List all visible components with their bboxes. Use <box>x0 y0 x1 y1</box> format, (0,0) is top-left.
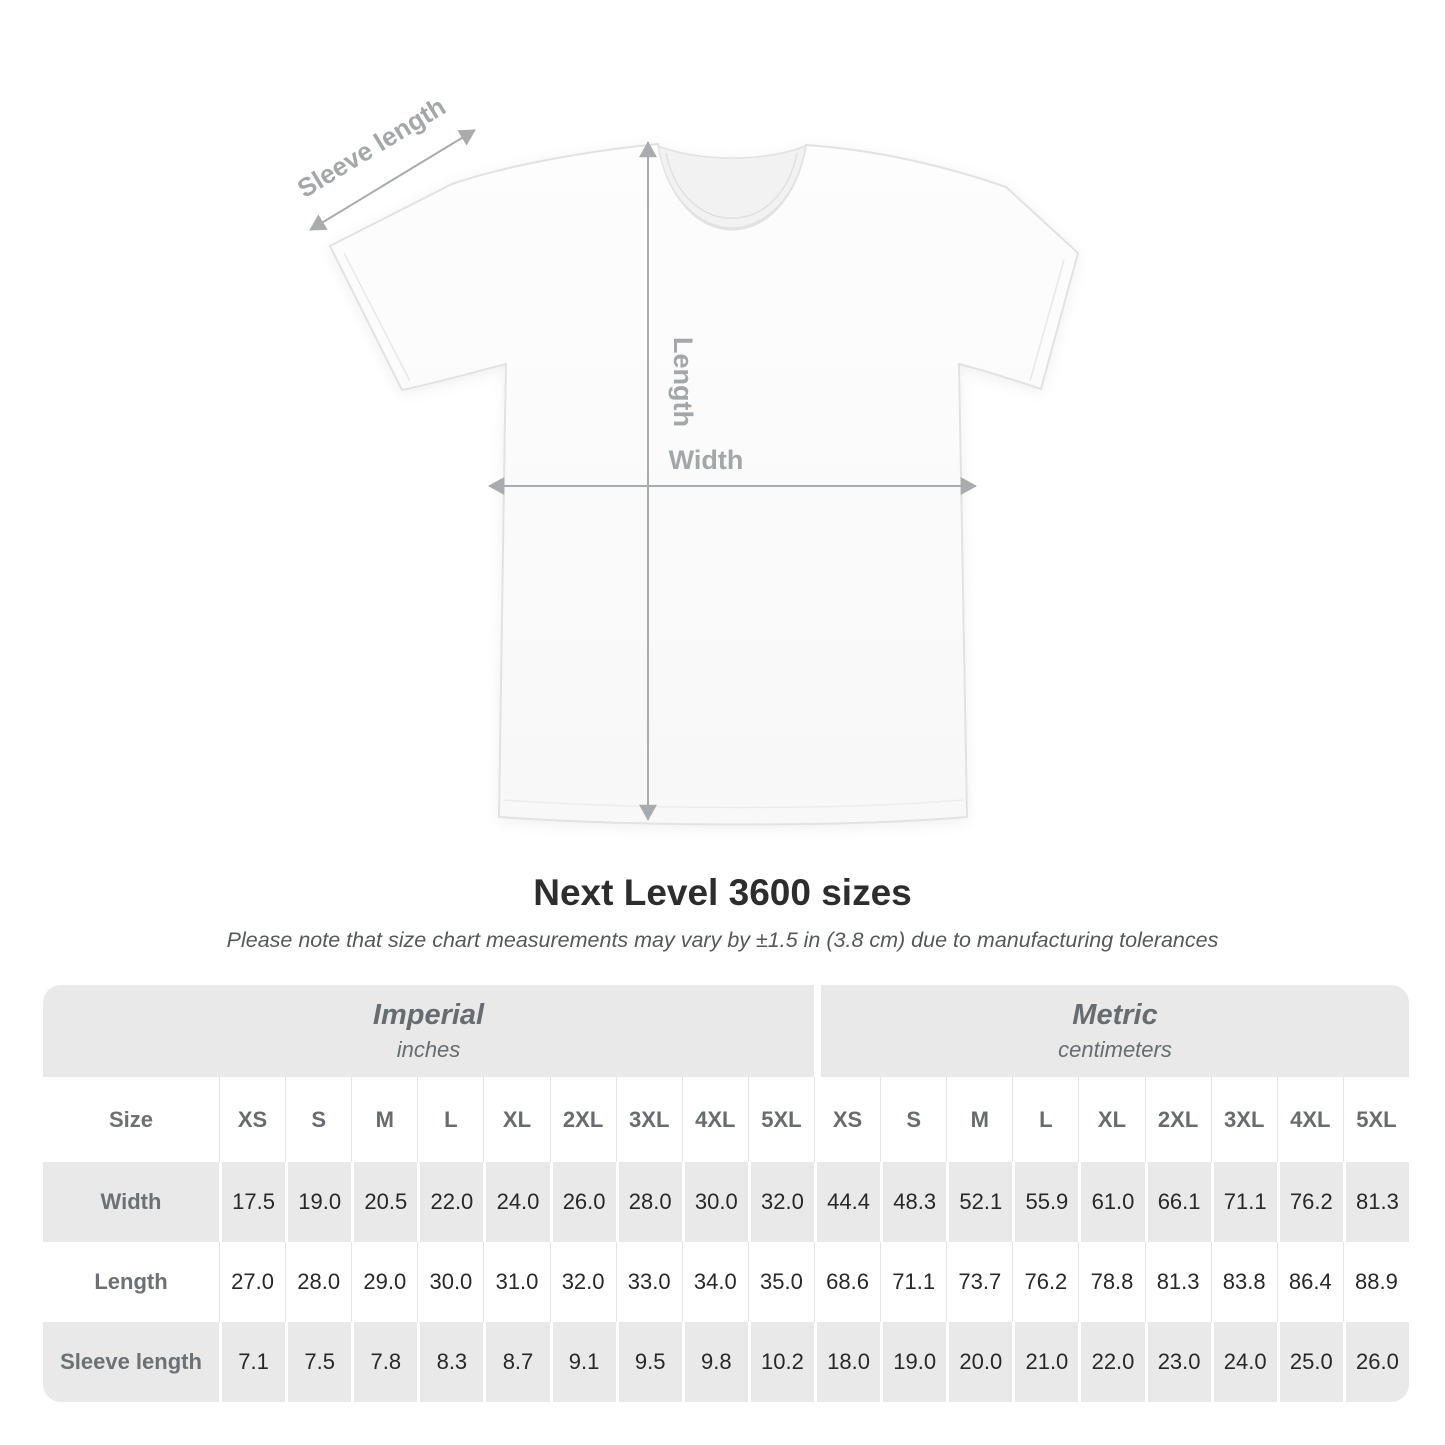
sleeve-length-metric-xl: 22.0 <box>1078 1322 1144 1402</box>
length-metric-m: 73.7 <box>946 1242 1012 1322</box>
size-header-imperial-s: S <box>285 1077 351 1162</box>
size-header-imperial-5xl: 5XL <box>748 1077 814 1162</box>
length-imperial-xl: 31.0 <box>483 1242 549 1322</box>
length-arrow-label: Length <box>668 337 698 427</box>
size-header-imperial-l: L <box>417 1077 483 1162</box>
sleeve-length-imperial-2xl: 9.1 <box>550 1322 616 1402</box>
metric-unit: centimeters <box>1058 1037 1172 1062</box>
size-header-imperial-3xl: 3XL <box>616 1077 682 1162</box>
size-header-imperial-4xl: 4XL <box>682 1077 748 1162</box>
width-imperial-5xl: 32.0 <box>748 1162 814 1242</box>
length-imperial-s: 28.0 <box>285 1242 351 1322</box>
sleeve-length-imperial-4xl: 9.8 <box>682 1322 748 1402</box>
length-row <box>43 1242 1409 1322</box>
sleeve-length-metric-3xl: 24.0 <box>1211 1322 1277 1402</box>
sleeve-length-metric-5xl: 26.0 <box>1343 1322 1409 1402</box>
sleeve-length-metric-m: 20.0 <box>946 1322 1012 1402</box>
sleeve-length-metric-s: 19.0 <box>880 1322 946 1402</box>
width-row-label: Width <box>100 1189 162 1214</box>
sleeve-length-row-label: Sleeve length <box>60 1349 202 1374</box>
imperial-label: Imperial <box>372 999 485 1031</box>
sleeve-length-imperial-s: 7.5 <box>285 1322 351 1402</box>
size-header-metric-s: S <box>880 1077 946 1162</box>
width-imperial-l: 22.0 <box>417 1162 483 1242</box>
length-metric-l: 76.2 <box>1012 1242 1078 1322</box>
width-arrow-label: Width <box>668 445 744 475</box>
length-metric-s: 71.1 <box>880 1242 946 1322</box>
size-header-metric-2xl: 2XL <box>1145 1077 1211 1162</box>
size-header-metric-l: L <box>1012 1077 1078 1162</box>
width-metric-5xl: 81.3 <box>1343 1162 1409 1242</box>
size-header-metric-4xl: 4XL <box>1277 1077 1343 1162</box>
width-metric-2xl: 66.1 <box>1145 1162 1211 1242</box>
width-metric-m: 52.1 <box>946 1162 1012 1242</box>
length-row-label: Length <box>94 1269 168 1294</box>
length-metric-xs: 68.6 <box>814 1242 880 1322</box>
size-header-metric-5xl: 5XL <box>1343 1077 1409 1162</box>
size-header-imperial-xl: XL <box>483 1077 549 1162</box>
sleeve-length-metric-xs: 18.0 <box>814 1322 880 1402</box>
sleeve-length-imperial-m: 7.8 <box>351 1322 417 1402</box>
sleeve-length-imperial-5xl: 10.2 <box>748 1322 814 1402</box>
width-imperial-4xl: 30.0 <box>682 1162 748 1242</box>
sleeve-length-metric-2xl: 23.0 <box>1145 1322 1211 1402</box>
width-imperial-3xl: 28.0 <box>616 1162 682 1242</box>
length-imperial-2xl: 32.0 <box>550 1242 616 1322</box>
page-title: Next Level 3600 sizes <box>533 872 912 913</box>
size-header-metric-xs: XS <box>814 1077 880 1162</box>
sleeve-length-metric-l: 21.0 <box>1012 1322 1078 1402</box>
length-metric-2xl: 81.3 <box>1145 1242 1211 1322</box>
length-imperial-4xl: 34.0 <box>682 1242 748 1322</box>
width-row <box>43 1162 1409 1242</box>
measurement-rows <box>43 1162 1409 1402</box>
width-metric-xl: 61.0 <box>1078 1162 1144 1242</box>
size-header-metric-m: M <box>946 1077 1012 1162</box>
width-metric-xs: 44.4 <box>814 1162 880 1242</box>
width-imperial-s: 19.0 <box>285 1162 351 1242</box>
size-column-header: Size <box>108 1106 154 1132</box>
width-metric-3xl: 71.1 <box>1211 1162 1277 1242</box>
length-metric-xl: 78.8 <box>1078 1242 1144 1322</box>
length-imperial-5xl: 35.0 <box>748 1242 814 1322</box>
length-imperial-3xl: 33.0 <box>616 1242 682 1322</box>
imperial-header <box>43 985 814 1077</box>
sleeve-length-arrow-label: Sleeve length <box>291 90 451 204</box>
length-metric-5xl: 88.9 <box>1343 1242 1409 1322</box>
sleeve-length-imperial-3xl: 9.5 <box>616 1322 682 1402</box>
size-header-imperial-m: M <box>351 1077 417 1162</box>
size-header-row <box>43 1077 1409 1162</box>
length-imperial-xs: 27.0 <box>219 1242 285 1322</box>
imperial-unit: inches <box>396 1037 461 1062</box>
sleeve-length-imperial-xs: 7.1 <box>219 1322 285 1402</box>
size-header-imperial-xs: XS <box>219 1077 285 1162</box>
size-table <box>43 985 1409 1402</box>
metric-header <box>814 985 1409 1077</box>
length-imperial-m: 29.0 <box>351 1242 417 1322</box>
width-imperial-xs: 17.5 <box>219 1162 285 1242</box>
width-imperial-2xl: 26.0 <box>550 1162 616 1242</box>
width-metric-s: 48.3 <box>880 1162 946 1242</box>
width-imperial-m: 20.5 <box>351 1162 417 1242</box>
width-metric-4xl: 76.2 <box>1277 1162 1343 1242</box>
sleeve-length-row <box>43 1322 1409 1402</box>
length-metric-4xl: 86.4 <box>1277 1242 1343 1322</box>
size-header-imperial-2xl: 2XL <box>550 1077 616 1162</box>
length-metric-3xl: 83.8 <box>1211 1242 1277 1322</box>
width-metric-l: 55.9 <box>1012 1162 1078 1242</box>
length-imperial-l: 30.0 <box>417 1242 483 1322</box>
size-header-metric-3xl: 3XL <box>1211 1077 1277 1162</box>
size-header-metric-xl: XL <box>1078 1077 1144 1162</box>
sleeve-length-imperial-l: 8.3 <box>417 1322 483 1402</box>
sleeve-length-imperial-xl: 8.7 <box>483 1322 549 1402</box>
width-imperial-xl: 24.0 <box>483 1162 549 1242</box>
metric-label: Metric <box>1072 999 1158 1031</box>
sleeve-length-metric-4xl: 25.0 <box>1277 1322 1343 1402</box>
unit-header-row <box>43 985 1409 1077</box>
tolerance-note: Please note that size chart measurements may vary by ±1.5 in (3.8 cm) due to manufacturing tolerances <box>226 928 1219 952</box>
tshirt-illustration <box>330 144 1078 825</box>
